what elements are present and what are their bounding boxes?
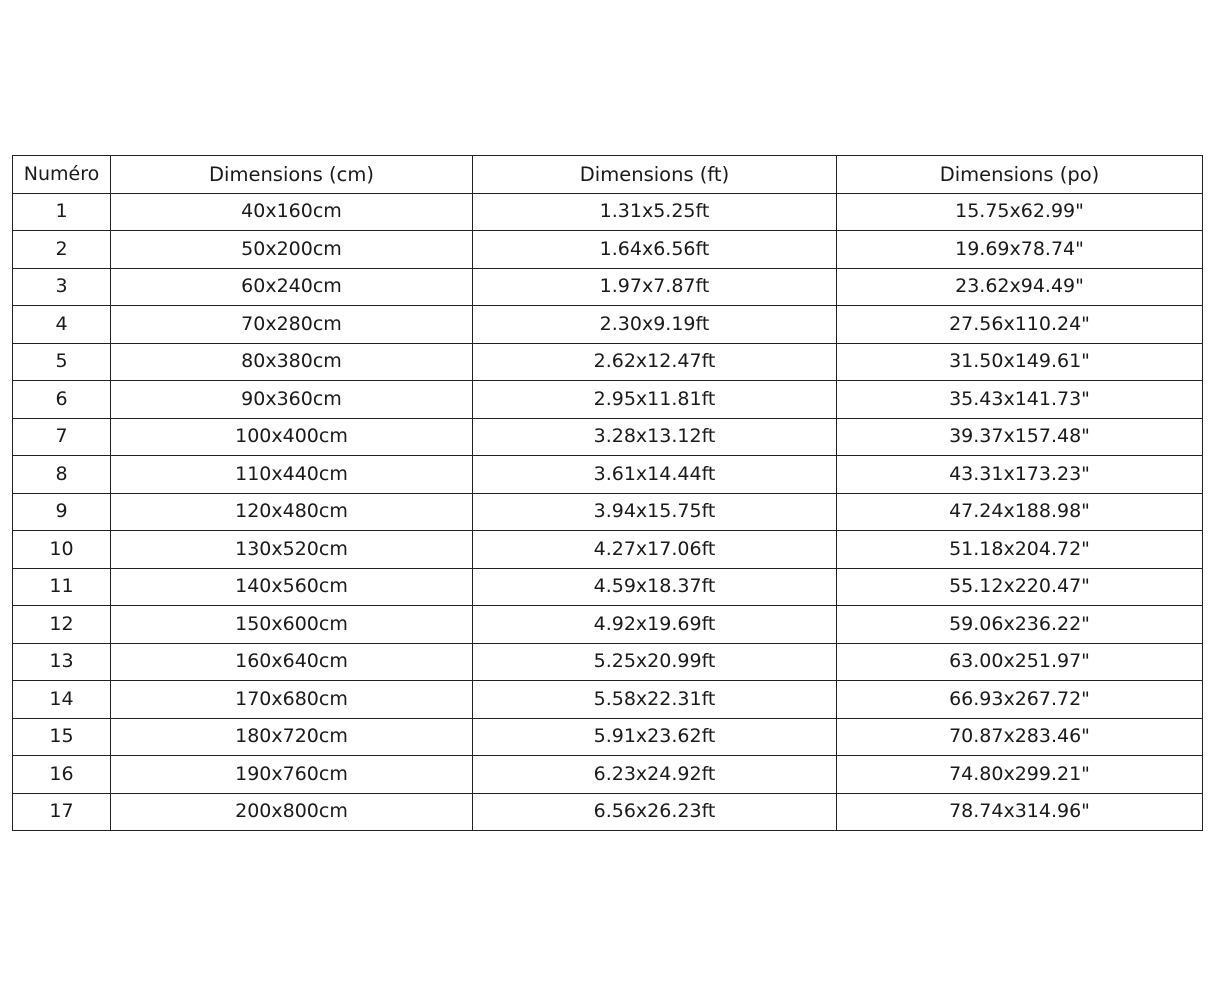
- cell-numero: 4: [13, 306, 111, 344]
- column-header-dimensions-po: Dimensions (po): [837, 156, 1203, 194]
- cell-dimensions-cm: 120x480cm: [111, 493, 473, 531]
- cell-dimensions-ft: 4.27x17.06ft: [473, 531, 837, 569]
- cell-dimensions-po: 78.74x314.96": [837, 793, 1203, 831]
- table-row: [13, 193, 1203, 231]
- size-chart-table: [12, 155, 1203, 831]
- table-row: [13, 643, 1203, 681]
- cell-dimensions-ft: 1.64x6.56ft: [473, 231, 837, 269]
- cell-dimensions-po: 74.80x299.21": [837, 756, 1203, 794]
- cell-numero: 7: [13, 418, 111, 456]
- cell-dimensions-ft: 2.30x9.19ft: [473, 306, 837, 344]
- cell-dimensions-cm: 160x640cm: [111, 643, 473, 681]
- cell-dimensions-ft: 1.31x5.25ft: [473, 193, 837, 231]
- cell-dimensions-po: 19.69x78.74": [837, 231, 1203, 269]
- table-header-row: [13, 156, 1203, 194]
- cell-dimensions-po: 31.50x149.61": [837, 343, 1203, 381]
- cell-numero: 8: [13, 456, 111, 494]
- cell-numero: 17: [13, 793, 111, 831]
- cell-dimensions-ft: 4.92x19.69ft: [473, 606, 837, 644]
- column-header-dimensions-ft: Dimensions (ft): [473, 156, 837, 194]
- cell-dimensions-cm: 180x720cm: [111, 718, 473, 756]
- cell-dimensions-cm: 140x560cm: [111, 568, 473, 606]
- cell-dimensions-cm: 80x380cm: [111, 343, 473, 381]
- size-chart-container: [12, 155, 1202, 831]
- cell-dimensions-cm: 70x280cm: [111, 306, 473, 344]
- table-header: [13, 156, 1203, 194]
- table-row: [13, 718, 1203, 756]
- cell-numero: 5: [13, 343, 111, 381]
- cell-numero: 14: [13, 681, 111, 719]
- cell-dimensions-po: 70.87x283.46": [837, 718, 1203, 756]
- cell-dimensions-ft: 2.95x11.81ft: [473, 381, 837, 419]
- cell-dimensions-cm: 170x680cm: [111, 681, 473, 719]
- cell-dimensions-ft: 3.94x15.75ft: [473, 493, 837, 531]
- table-row: [13, 306, 1203, 344]
- table-row: [13, 418, 1203, 456]
- cell-dimensions-po: 43.31x173.23": [837, 456, 1203, 494]
- cell-numero: 6: [13, 381, 111, 419]
- cell-dimensions-ft: 6.23x24.92ft: [473, 756, 837, 794]
- cell-numero: 12: [13, 606, 111, 644]
- cell-dimensions-ft: 6.56x26.23ft: [473, 793, 837, 831]
- cell-numero: 3: [13, 268, 111, 306]
- table-row: [13, 568, 1203, 606]
- cell-numero: 15: [13, 718, 111, 756]
- cell-dimensions-ft: 2.62x12.47ft: [473, 343, 837, 381]
- cell-dimensions-po: 27.56x110.24": [837, 306, 1203, 344]
- cell-numero: 2: [13, 231, 111, 269]
- cell-numero: 10: [13, 531, 111, 569]
- cell-dimensions-po: 47.24x188.98": [837, 493, 1203, 531]
- cell-dimensions-po: 39.37x157.48": [837, 418, 1203, 456]
- cell-dimensions-po: 59.06x236.22": [837, 606, 1203, 644]
- cell-numero: 1: [13, 193, 111, 231]
- column-header-numero: Numéro: [13, 156, 111, 194]
- cell-dimensions-cm: 200x800cm: [111, 793, 473, 831]
- cell-numero: 11: [13, 568, 111, 606]
- cell-dimensions-cm: 150x600cm: [111, 606, 473, 644]
- cell-dimensions-po: 23.62x94.49": [837, 268, 1203, 306]
- cell-dimensions-ft: 3.28x13.12ft: [473, 418, 837, 456]
- table-row: [13, 381, 1203, 419]
- table-row: [13, 793, 1203, 831]
- cell-dimensions-po: 15.75x62.99": [837, 193, 1203, 231]
- table-row: [13, 456, 1203, 494]
- cell-dimensions-ft: 5.58x22.31ft: [473, 681, 837, 719]
- table-row: [13, 493, 1203, 531]
- table-row: [13, 231, 1203, 269]
- table-row: [13, 531, 1203, 569]
- cell-dimensions-po: 55.12x220.47": [837, 568, 1203, 606]
- cell-dimensions-ft: 5.25x20.99ft: [473, 643, 837, 681]
- cell-dimensions-po: 51.18x204.72": [837, 531, 1203, 569]
- cell-numero: 13: [13, 643, 111, 681]
- table-row: [13, 756, 1203, 794]
- table-body: [13, 193, 1203, 831]
- table-row: [13, 343, 1203, 381]
- cell-dimensions-cm: 190x760cm: [111, 756, 473, 794]
- table-row: [13, 681, 1203, 719]
- cell-dimensions-cm: 90x360cm: [111, 381, 473, 419]
- table-row: [13, 268, 1203, 306]
- cell-dimensions-cm: 100x400cm: [111, 418, 473, 456]
- cell-dimensions-cm: 110x440cm: [111, 456, 473, 494]
- cell-dimensions-po: 66.93x267.72": [837, 681, 1203, 719]
- cell-dimensions-ft: 4.59x18.37ft: [473, 568, 837, 606]
- column-header-dimensions-cm: Dimensions (cm): [111, 156, 473, 194]
- cell-dimensions-cm: 40x160cm: [111, 193, 473, 231]
- cell-dimensions-ft: 3.61x14.44ft: [473, 456, 837, 494]
- cell-dimensions-po: 35.43x141.73": [837, 381, 1203, 419]
- cell-numero: 16: [13, 756, 111, 794]
- table-row: [13, 606, 1203, 644]
- cell-dimensions-cm: 130x520cm: [111, 531, 473, 569]
- cell-dimensions-cm: 50x200cm: [111, 231, 473, 269]
- cell-dimensions-ft: 5.91x23.62ft: [473, 718, 837, 756]
- cell-dimensions-ft: 1.97x7.87ft: [473, 268, 837, 306]
- cell-dimensions-cm: 60x240cm: [111, 268, 473, 306]
- cell-dimensions-po: 63.00x251.97": [837, 643, 1203, 681]
- cell-numero: 9: [13, 493, 111, 531]
